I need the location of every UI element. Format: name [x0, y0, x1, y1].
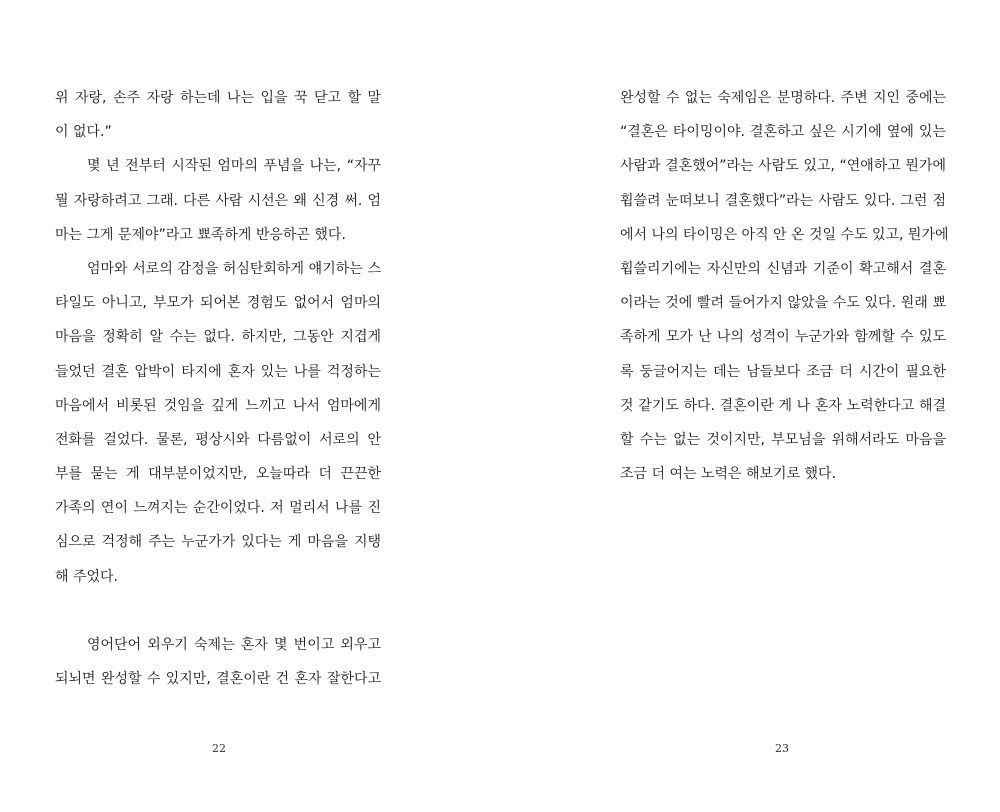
body-line: 것 같기도 하다. 결혼이란 게 나 혼자 노력한다고 해결 [620, 397, 946, 414]
body-line: 전화를 걸었다. 물론, 평상시와 다름없이 서로의 안 [55, 431, 381, 448]
body-line: 사람과 결혼했어”라는 사람도 있고, “연애하고 뭔가에 [620, 158, 946, 175]
body-line: 족하게 모가 난 나의 성격이 누군가와 함께할 수 있도 [620, 329, 946, 346]
right-page [500, 0, 1000, 812]
body-line: 몇 년 전부터 시작된 엄마의 푸념을 나는, “자꾸 [87, 158, 381, 175]
body-line: 마는 그게 문제야”라고 뾰족하게 반응하곤 했다. [55, 226, 346, 243]
body-line: 들었던 결혼 압박이 타지에 혼자 있는 나를 걱정하는 [55, 363, 381, 380]
body-line: 되뇌면 완성할 수 있지만, 결혼이란 건 혼자 잘한다고 [55, 671, 381, 688]
body-line: 휩쓸리기에는 자신만의 신념과 기준이 확고해서 결혼 [620, 260, 946, 277]
body-line: 할 수는 없는 것이지만, 부모님을 위해서라도 마음을 [620, 431, 946, 448]
paragraph-gap [55, 594, 381, 628]
body-line: 심으로 걱정해 주는 누군가가 있다는 게 마음을 지탱 [55, 534, 381, 551]
body-line: 마음에서 비롯된 것임을 깊게 느끼고 나서 엄마에게 [55, 397, 381, 414]
body-line: 뭘 자랑하려고 그래. 다른 사람 시선은 왜 신경 써. 엄 [55, 192, 381, 209]
page-number-left: 22 [212, 742, 226, 755]
body-line: 마음을 정확히 알 수는 없다. 하지만, 그동안 지겹게 [55, 329, 381, 346]
body-line: 조금 더 여는 노력은 해보기로 했다. [620, 466, 837, 483]
body-line: 영어단어 외우기 숙제는 혼자 몇 번이고 외우고 [87, 637, 381, 653]
body-line: 록 둥글어지는 데는 남들보다 조금 더 시간이 필요한 [620, 363, 946, 380]
right-page-body [620, 81, 949, 491]
body-line: “결혼은 타이밍이야. 결혼하고 싶은 시기에 옆에 있는 [620, 124, 946, 141]
body-line: 이라는 것에 빨려 들어가지 않았을 수도 있다. 원래 뾰 [620, 295, 946, 312]
body-line: 엄마와 서로의 감정을 허심탄회하게 얘기하는 스 [87, 260, 381, 277]
left-page-body [55, 81, 381, 696]
page-number-right: 23 [775, 742, 789, 755]
body-line: 위 자랑, 손주 자랑 하는데 나는 입을 꾹 닫고 할 말 [55, 90, 381, 106]
body-line: 완성할 수 없는 숙제임은 분명하다. 주변 지인 중에는 [620, 90, 946, 106]
body-line: 부를 묻는 게 대부분이었지만, 오늘따라 더 끈끈한 [55, 466, 381, 483]
body-line: 이 없다.” [55, 124, 112, 141]
body-line: 해 주었다. [55, 568, 118, 585]
body-line: 가족의 연이 느껴지는 순간이었다. 저 멀리서 나를 진 [55, 500, 381, 517]
body-line: 휩쓸려 눈떠보니 결혼했다”라는 사람도 있다. 그런 점 [620, 192, 946, 209]
body-line: 에서 나의 타이밍은 아직 안 온 것일 수도 있고, 뭔가에 [620, 226, 949, 243]
body-line: 타일도 아니고, 부모가 되어본 경험도 없어서 엄마의 [55, 295, 381, 312]
